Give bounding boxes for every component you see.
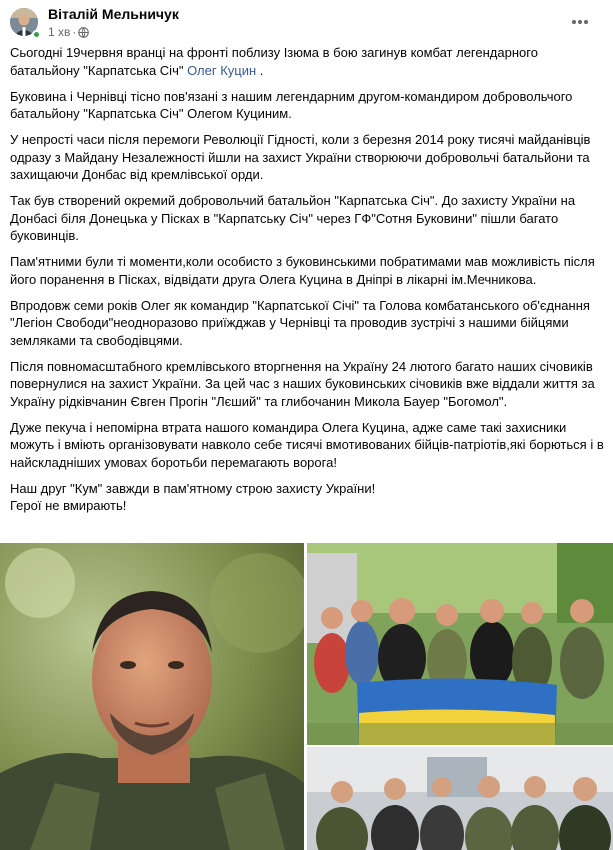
post-paragraph: Після повномасштабного кремлівського вторгнення на Україну 24 лютого багато наших січовиків повернулися на захист України. За цей час з наших буковинських січовиків вже віддали життя за Україну рідківчанин Євген Прогін "Лєший" та глибочанин Микола Бауер "Богомол". xyxy=(10,358,595,409)
mention-link-oleg-kutsyn[interactable]: Олег Куцин xyxy=(187,62,257,78)
globe-icon xyxy=(78,27,89,38)
post-paragraph: Наш друг "Кум" завжди в пам'ятному строю захисту України! xyxy=(10,480,376,496)
post-paragraph: Так був створений окремий добровольчий батальйон "Карпатська Січ". До захисту України на Донбасі біля Донецька у Пісках в "Карпатську Січ" через ГФ"Сотня Буковини" пішли багато буковинців. xyxy=(10,193,576,243)
post-paragraph: Впродовж семи років Олег як командир "Карпатської Січі" та Голова комбатанського об'єднання "Легіон Свободи"неодноразово приїжджав у Чернівці та проводив зустрічі з нашими бійцями земляками та свободівцями. xyxy=(10,297,590,348)
photo-group-with-flag[interactable] xyxy=(307,543,613,745)
post-paragraph: Сьогодні 19червня вранці на фронті поблизу Ізюма в бою загинув комбат легендарного батальйону "Карпатська Січ" Олег Куцин . xyxy=(10,45,538,78)
meta-separator: · xyxy=(72,25,77,39)
author-name[interactable]: Віталій Мельничук xyxy=(48,6,179,22)
post-text xyxy=(10,44,607,523)
post-paragraph: У непрості часи після перемоги Революції Гідності, коли з березня 2014 року тисячі майданівців одразу з Майдану Незалежності йшли на захист України створюючи добровольчі батальйони та захищаючи Донбас від кремлівської орди. xyxy=(10,132,591,182)
post-paragraph: Буковина і Чернівці тісно пов'язані з нашим легендарним другом-командиром добровольчого батальйону "Карпатська Січ" Олегом Куциним. xyxy=(10,88,573,121)
post-paragraph: Дуже пекуча і непомірна втрата нашого командира Олега Куцина, адже саме такі захисники можуть і вміють організовувати навколо себе тисячі вмотивованих бійців-патріотів,які борються і в найскладніших умовах боротьби перемагають ворога! xyxy=(10,419,604,470)
more-horizontal-icon xyxy=(571,19,589,25)
post-paragraph: Пам'ятними були ті моменти,коли особисто з буковинськими побратимами мав можливість після його поранення в Пісках, відвідати друга Олега Куцина в Дніпрі в лікарні ім.Мечникова. xyxy=(10,254,595,287)
photo-portrait[interactable] xyxy=(0,543,304,850)
online-status-dot xyxy=(32,30,41,39)
post-time[interactable]: 1 хв xyxy=(48,25,71,39)
post-header xyxy=(0,0,613,44)
post-paragraph: Герої не вмирають! xyxy=(10,498,127,513)
post-meta xyxy=(48,25,89,39)
photo-group-outdoor[interactable] xyxy=(307,747,613,850)
more-options-button[interactable] xyxy=(565,10,595,34)
